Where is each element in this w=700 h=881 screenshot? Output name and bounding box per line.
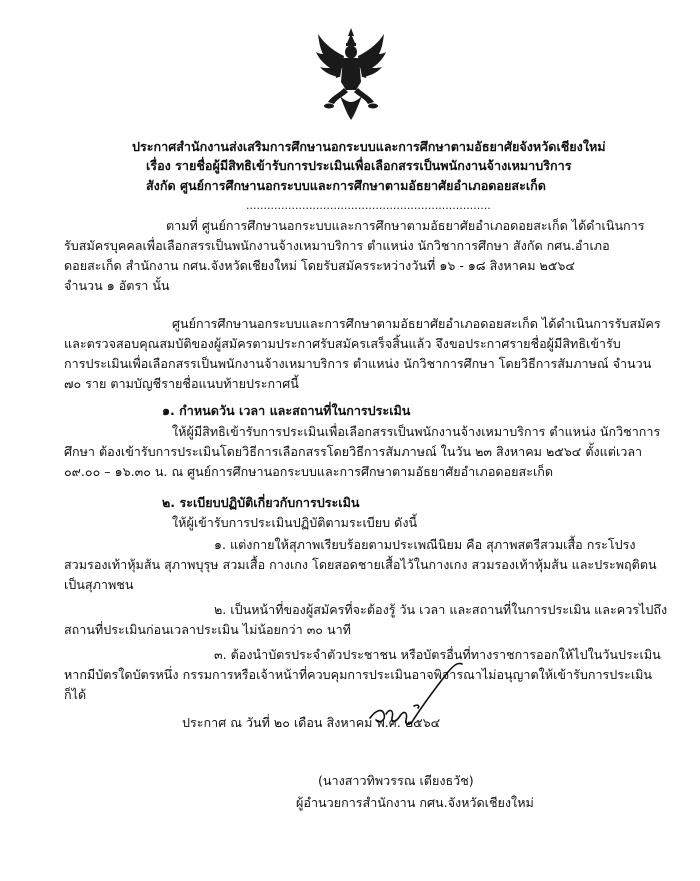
header-separator: ......................................................................	[246, 199, 491, 212]
section-1-heading: ๑. กำหนดวัน เวลา และสถานที่ในการประเมิน	[162, 403, 411, 418]
para2-line-4: ๗๐ ราย ตามบัญชีรายชื่อแนบท้ายประกาศนี้	[64, 376, 299, 391]
rule-1-line-3: เป็นสุภาพชน	[64, 577, 134, 592]
section-2-heading: ๒. ระเบียบปฏิบัติเกี่ยวกับการประเมิน	[162, 495, 360, 510]
rule-2-line-2: สถานที่ประเมินก่อนเวลาประเมิน ไม่น้อยกว่า ๓๐ นาที	[64, 622, 351, 637]
garuda-emblem-icon	[314, 26, 388, 122]
signature-image	[362, 660, 472, 740]
section-1-line-1: ให้ผู้มีสิทธิเข้ารับการประเมินเพื่อเลือกสรรเป็นพนักงานจ้างเหมาบริการ ตำแหน่ง นักวิชาการ	[172, 424, 661, 439]
intro-line-1: ตามที่ ศูนย์การศึกษานอกระบบและการศึกษาตามอัธยาศัยอำเภอดอยสะเก็ด ได้ดำเนินการ	[166, 218, 645, 233]
intro-line-4: จำนวน ๑ อัตรา นั้น	[64, 278, 170, 293]
affiliation-line: สังกัด ศูนย์การศึกษานอกระบบและการศึกษาตามอัธยาศัยอำเภอดอยสะเก็ด	[146, 178, 546, 193]
intro-line-3: ดอยสะเก็ด สำนักงาน กศน.จังหวัดเชียงใหม่ โดยรับสมัครระหว่างวันที่ ๑๖ - ๑๘ สิงหาคม ๒๕๖๔	[64, 258, 575, 273]
para2-line-3: การประเมินเพื่อเลือกสรรเป็นพนักงานจ้างเหมาบริการ ตำแหน่ง นักวิชาการศึกษา โดยวิธีการสัมภาษณ์ จำนวน	[64, 356, 652, 371]
signer-position: ผู้อำนวยการสำนักงาน กศน.จังหวัดเชียงใหม่	[296, 795, 534, 810]
rule-3-line-1: ๓. ต้องนำบัตรประจำตัวประชาชน หรือบัตรอื่นที่ทางราชการออกให้ไปในวันประเมิน	[214, 647, 661, 662]
intro-line-2: รับสมัครบุคคลเพื่อเลือกสรรเป็นพนักงานจ้างเหมาบริการ ตำแหน่ง นักวิชาการศึกษา สังกัด กศน.อำเภอ	[64, 238, 610, 253]
rule-3-line-2: หากมีบัตรใดบัตรหนึ่ง กรรมการหรือเจ้าหน้าที่ควบคุมการประเมินอาจพิจารณาไม่อนุญาตให้เข้ารับการประเมิน	[64, 667, 653, 682]
para2-line-2: และตรวจสอบคุณสมบัติของผู้สมัครตามประกาศรับสมัครเสร็จสิ้นแล้ว จึงขอประกาศรายชื่อผู้มีสิทธิเข้ารับ	[64, 336, 621, 351]
section-1-line-2: ศึกษา ต้องเข้ารับการประเมินโดยวิธีการเลือกสรรโดยวิธีการสัมภาษณ์ ในวัน ๒๓ สิงหาคม ๒๕๖๔ ตั้งแต่เวลา	[64, 444, 643, 459]
rule-1-line-2: สวมรองเท้าหุ้มส้น สุภาพบุรุษ สวมเสื้อ กางเกง โดยสอดชายเสื้อไว้ในกางเกง สวมรองเท้าหุ้มส้น และประพฤติตน	[64, 557, 657, 572]
rule-1-line-1: ๑. แต่งกายให้สุภาพเรียบร้อยตามประเพณีนิยม คือ สุภาพสตรีสวมเสื้อ กระโปรง	[214, 537, 636, 552]
announcement-title: ประกาศสำนักงานส่งเสริมการศึกษานอกระบบและการศึกษาตามอัธยาศัยจังหวัดเชียงใหม่	[132, 139, 606, 154]
subject-line: เรื่อง รายชื่อผู้มีสิทธิเข้ารับการประเมินเพื่อเลือกสรรเป็นพนักงานจ้างเหมาบริการ	[146, 158, 572, 173]
rule-3-line-3: ก็ได้	[64, 687, 87, 702]
rule-2-line-1: ๒. เป็นหน้าที่ของผู้สมัครที่จะต้องรู้ วัน เวลา และสถานที่ในการประเมิน และควรไปถึง	[214, 602, 668, 617]
para2-line-1: ศูนย์การศึกษานอกระบบและการศึกษาตามอัธยาศัยอำเภอดอยสะเก็ด ได้ดำเนินการรับสมัคร	[172, 316, 661, 331]
announcement-date: ประกาศ ณ วันที่ ๒๐ เดือน สิงหาคม พ.ศ. ๒๕๖๔	[182, 715, 441, 730]
section-1-line-3: ๐๙.๐๐ – ๑๖.๓๐ น. ณ ศูนย์การศึกษานอกระบบและการศึกษาตามอัธยาศัยอำเภอดอยสะเก็ด	[64, 464, 554, 479]
section-2-intro: ให้ผู้เข้ารับการประเมินปฏิบัติตามระเบียบ ดังนี้	[172, 515, 418, 530]
signer-name: (นางสาวทิพวรรณ เตียงธวัช)	[318, 773, 474, 788]
